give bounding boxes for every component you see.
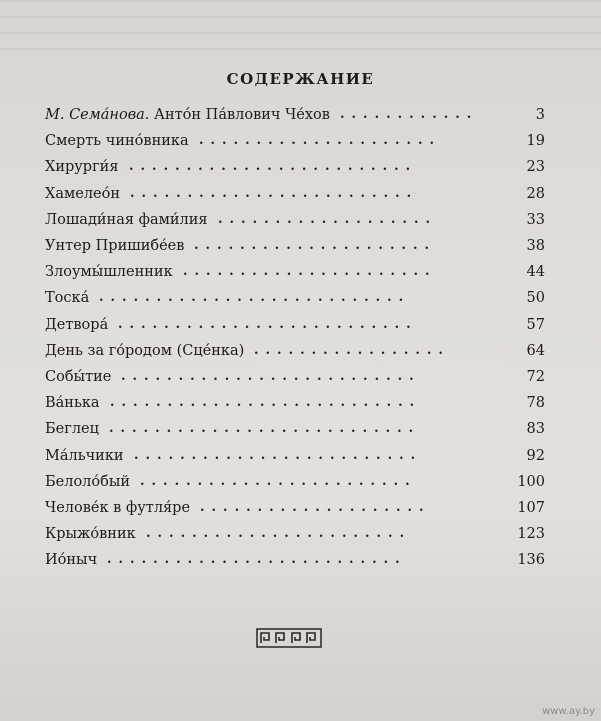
- toc-entry-title-text: Челове́к в футля́ре: [45, 500, 191, 516]
- toc-entry-title: [45, 523, 136, 545]
- toc-entry-title-text: Лошади́ная фами́лия: [45, 211, 208, 228]
- toc-entry-title-text: Хамелео́н: [45, 185, 121, 202]
- toc-entry-title: [45, 314, 108, 336]
- toc-entry-page: 107: [517, 500, 545, 516]
- toc-leader-dots: ......................: [183, 264, 437, 280]
- toc-entry-page: 72: [526, 369, 545, 385]
- toc-entry-title-text: Смерть чино́вника: [45, 133, 189, 150]
- toc-leader-dots: ........................: [140, 473, 417, 489]
- toc-entry: [45, 183, 545, 205]
- toc-entry-title: [45, 445, 124, 467]
- toc-entry: [45, 523, 545, 545]
- toc-leader-dots: ...........................: [110, 395, 422, 411]
- toc-leader-dots: ..........................: [121, 369, 421, 384]
- toc-entry-title: [45, 392, 100, 414]
- toc-entry-page: 3: [535, 107, 545, 123]
- toc-entry-page: 100: [517, 473, 545, 490]
- toc-entry-title-text: Хирурги́я: [45, 159, 119, 176]
- toc-entry: [45, 366, 545, 388]
- toc-entry-page: 136: [517, 552, 545, 569]
- toc-leader-dots: ....................: [200, 500, 431, 515]
- toc-entry: [45, 287, 545, 309]
- toc-entry-title: [45, 104, 330, 126]
- decorative-ornament: [256, 628, 322, 648]
- toc-entry: [45, 209, 545, 231]
- toc-leader-dots: .......................: [146, 526, 412, 542]
- toc-entry: [45, 445, 545, 467]
- toc-entry: [45, 471, 545, 493]
- toc-leader-dots: .........................: [134, 447, 423, 463]
- toc-leader-dots: .........................: [130, 185, 419, 201]
- toc-leader-dots: .....................: [199, 133, 442, 149]
- toc-entry: [45, 261, 545, 283]
- toc-entry-page: 57: [526, 316, 545, 333]
- toc-leader-dots: ...........................: [109, 421, 421, 437]
- toc-entry-title-text: Крыжо́вник: [45, 526, 136, 543]
- toc-entry-title-text: День за го́родом (Сце́нка): [45, 342, 245, 359]
- toc-entry: [45, 418, 545, 440]
- toc-entry-title-text: Злоумы́шленник: [45, 264, 173, 281]
- toc-entry-page: 23: [526, 159, 545, 176]
- toc-entry-page: 64: [526, 342, 545, 359]
- bleed-through-text: [0, 0, 601, 60]
- toc-entry-title: [45, 497, 190, 519]
- contents-heading: СОДЕРЖАНИЕ: [226, 70, 375, 88]
- toc-entry-title: [45, 156, 119, 178]
- watermark: www.ay.by: [542, 706, 595, 717]
- toc-entry-title: [45, 130, 189, 152]
- toc-entry-title-text: Ва́нька: [45, 395, 100, 412]
- toc-entry-page: 33: [526, 211, 545, 228]
- toc-entry-page: 83: [526, 421, 545, 438]
- toc-entry-title: [45, 209, 208, 231]
- toc-entry: [45, 497, 545, 519]
- toc-entry-page: 92: [526, 447, 545, 464]
- toc-entry: [45, 314, 545, 336]
- toc-entry-title-text: Ио́ныч: [45, 552, 98, 569]
- toc-entry-page: 44: [526, 264, 545, 281]
- toc-entry-page: 19: [526, 133, 545, 150]
- toc-entry-title: [45, 549, 97, 571]
- toc-leader-dots: ............: [340, 107, 479, 122]
- toc-leader-dots: .................: [254, 342, 450, 358]
- toc-entry-title: [45, 471, 130, 493]
- toc-entry: [45, 156, 545, 178]
- toc-entry-title-text: Детвора́: [45, 316, 109, 333]
- toc-entry-title: [45, 235, 184, 257]
- toc-entry: [45, 392, 545, 414]
- toc-entry: [45, 235, 545, 257]
- toc-leader-dots: .........................: [129, 159, 418, 175]
- toc-entry-title-text: Тоска́: [45, 290, 90, 307]
- toc-entry-title: [45, 340, 244, 362]
- toc-entry-author: М. Сема́нова.: [45, 107, 150, 123]
- toc-entry-title-text: Белоло́бый: [45, 473, 131, 490]
- toc-entry-title-text: Беглец: [45, 421, 99, 438]
- toc-leader-dots: .....................: [194, 238, 437, 253]
- toc-entry-page: 78: [526, 395, 545, 412]
- toc-entry-title: [45, 183, 120, 205]
- toc-entry-title: [45, 418, 99, 440]
- toc-leader-dots: ...........................: [99, 290, 411, 306]
- toc-entry-title-text: Унтер Пришибе́ев: [45, 238, 185, 254]
- toc-entry-title: [45, 366, 111, 388]
- toc-entry: [45, 104, 545, 126]
- toc-entry: [45, 130, 545, 152]
- toc-leader-dots: ...................: [218, 211, 437, 227]
- toc-entry: [45, 340, 545, 362]
- toc-entry-title: [45, 287, 89, 309]
- toc-entry-title-text: Ма́льчики: [45, 447, 124, 464]
- toc-entry-page: 38: [526, 238, 545, 254]
- toc-entry: [45, 549, 545, 571]
- toc-entry-page: 28: [526, 185, 545, 202]
- toc-entry-title: [45, 261, 173, 283]
- toc-leader-dots: ..........................: [118, 316, 418, 332]
- toc-entry-page: 50: [526, 290, 545, 307]
- toc-entry-title-text: Собы́тие: [45, 369, 112, 385]
- toc-leader-dots: ..........................: [107, 552, 407, 568]
- toc-entry-title-text: Анто́н Па́влович Че́хов: [154, 107, 330, 123]
- toc-entry-page: 123: [517, 526, 545, 543]
